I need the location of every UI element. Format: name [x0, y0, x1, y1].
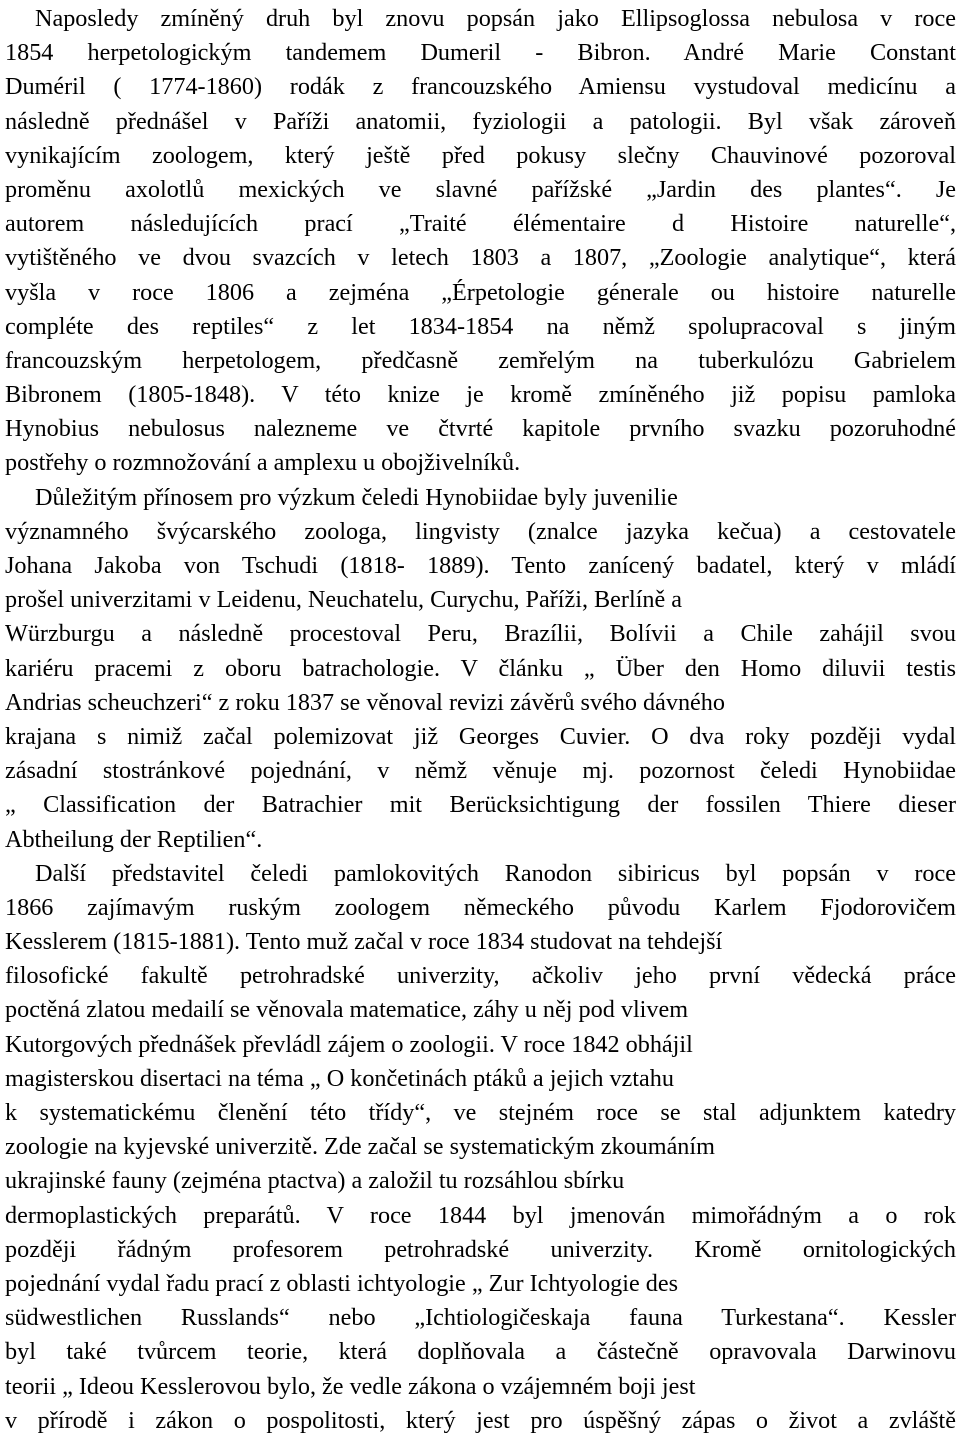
text-line: Bibronem (1805-1848). V této knize je kromě zmíněného již popisu pamloka: [5, 381, 956, 409]
text-line: vynikajícím zoologem, který ještě před pokusy slečny Chauvinové pozoroval: [5, 141, 956, 169]
text-line: compléte des reptiles“ z let 1834-1854 na němž spolupracoval s jiným: [5, 312, 956, 340]
text-line: Johana Jakoba von Tschudi (1818- 1889). Tento zanícený badatel, který v mládí: [5, 552, 956, 579]
text-line: poctěná zlatou medailí se věnovala matematice, záhy u něj pod vlivem: [5, 996, 689, 1024]
text-line: v přírodě i zákon o pospolitosti, který jest pro úspěšný zápas o život a zvláště: [5, 1406, 956, 1434]
text-line: Hynobius nebulosus nalezneme ve čtvrté kapitole prvního svazku pozoruhodné: [5, 415, 956, 443]
text-line: významného švýcarského zoologa, lingvisty (znalce jazyka kečua) a cestovatele: [5, 517, 956, 545]
text-line: 1854 herpetologickým tandemem Dumeril - Bibron. André Marie Constant: [5, 39, 956, 67]
text-line: ukrajinské fauny (zejména ptactva) a založil tu rozsáhlou sbírku: [5, 1167, 625, 1195]
text-line: filosofické fakultě petrohradské univerzity, ačkoliv jeho první vědecká práce: [5, 962, 956, 990]
text-line: teorii „ Ideou Kesslerovou bylo, že vedle zákona o vzájemném boji jest: [5, 1372, 696, 1400]
text-line: pojednání vydal řadu prací z oblasti ichtyologie „ Zur Ichtyologie des: [5, 1269, 679, 1297]
text-line: proměnu axolotlů mexických ve slavné pařížské „Jardin des plantes“. Je: [5, 175, 956, 203]
text-line: prošel univerzitami v Leidenu, Neuchatelu, Curychu, Paříži, Berlíně a: [5, 586, 683, 614]
text-line: Abtheilung der Reptilien“.: [5, 825, 263, 853]
paragraph-first-line: Důležitým přínosem pro výzkum čeledi Hynobiidae byly juvenilie: [35, 483, 678, 511]
text-line: Duméril ( 1774-1860) rodák z francouzského Amiensu vystudoval medicínu a: [5, 73, 956, 101]
text-line: zásadní stostránkové pojednání, v němž věnuje mj. pozornost čeledi Hynobiidae: [5, 757, 956, 785]
text-line: „ Classification der Batrachier mit Berücksichtigung der fossilen Thiere dieser: [5, 791, 956, 819]
text-line: südwestlichen Russlands“ nebo „Ichtiologičeskaja fauna Turkestana“. Kessler: [5, 1304, 956, 1332]
text-line: vytištěného ve dvou svazcích v letech 1803 a 1807, „Zoologie analytique“, která: [5, 244, 956, 272]
text-line: francouzským herpetologem, předčasně zemřelým na tuberkulózu Gabrielem: [5, 346, 956, 374]
text-line: Andrias scheuchzeri“ z roku 1837 se věnoval revizi závěrů svého dávného: [5, 688, 725, 716]
text-line: magisterskou disertaci na téma „ O končetinách ptáků a jejich vztahu: [5, 1064, 674, 1092]
text-line: Kutorgových přednášek převládl zájem o zoologii. V roce 1842 obhájil: [5, 1030, 693, 1058]
text-line: Würzburgu a následně procestoval Peru, Brazílii, Bolívii a Chile zahájil svou: [5, 620, 956, 648]
text-line: kariéru pracemi z oboru batrachologie. V článku „ Über den Homo diluvii testis: [5, 654, 956, 682]
text-line: postřehy o rozmnožování a amplexu u obojživelníků.: [5, 449, 521, 477]
text-line: krajana s nimiž začal polemizovat již Georges Cuvier. O dva roky později vydal: [5, 722, 956, 750]
paragraph-first-line: Naposledy zmíněný druh byl znovu popsán jako Ellipsoglossa nebulosa v roce: [35, 5, 956, 32]
paragraph-first-line: Další představitel čeledi pamlokovitých Ranodon sibiricus byl popsán v roce: [35, 859, 956, 887]
text-line: k systematickému členění této třídy“, ve stejném roce se stal adjunktem katedry: [5, 1099, 956, 1126]
text-line: později řádným profesorem petrohradské univerzity. Kromě ornitologických: [5, 1235, 956, 1263]
text-line: vyšla v roce 1806 a zejména „Érpetologie génerale ou histoire naturelle: [5, 278, 956, 306]
text-line: byl také tvůrcem teorie, která doplňovala a částečně opravovala Darwinovu: [5, 1338, 956, 1366]
text-line: Kesslerem (1815-1881). Tento muž začal v roce 1834 studovat na tehdejší: [5, 928, 723, 956]
text-line: autorem následujících prací „Traité élémentaire d Histoire naturelle“,: [5, 210, 956, 238]
text-line: zoologie na kyjevské univerzitě. Zde začal se systematickým zkoumáním: [5, 1133, 715, 1161]
text-line: následně přednášel v Paříži anatomii, fyziologii a patologii. Byl však zároveň: [5, 107, 956, 135]
text-line: dermoplastických preparátů. V roce 1844 byl jmenován mimořádným a o rok: [5, 1201, 956, 1229]
text-line: 1866 zajímavým ruským zoologem německého původu Karlem Fjodorovičem: [5, 893, 956, 921]
